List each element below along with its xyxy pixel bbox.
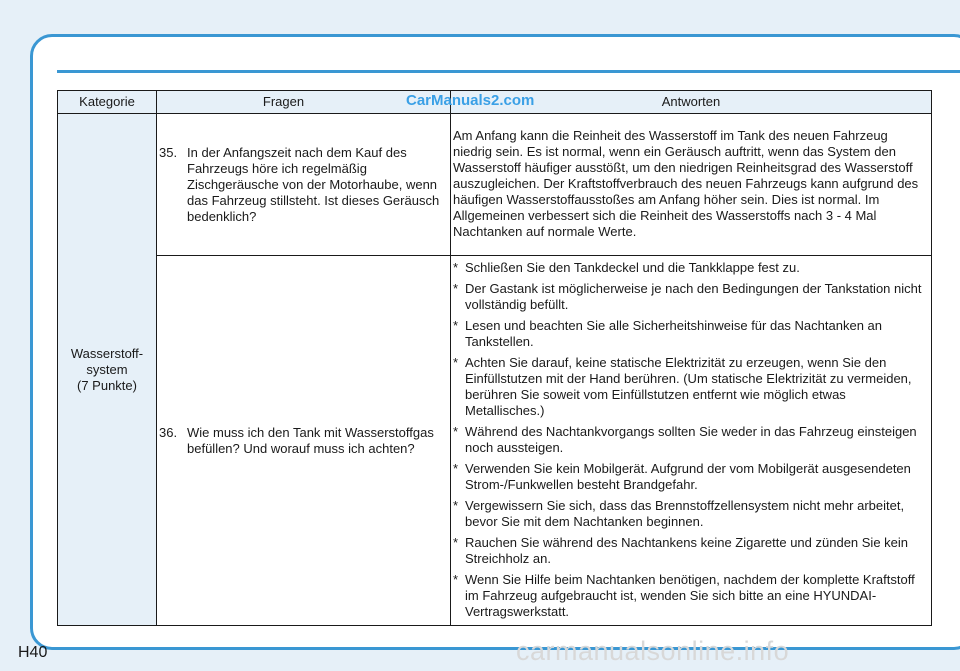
- answer-cell: [451, 256, 932, 626]
- watermark-link-top[interactable]: CarManuals2.com: [406, 92, 535, 109]
- question-number: 35.: [159, 144, 178, 160]
- bullet-mark: *: [453, 497, 459, 513]
- table-row: [58, 114, 932, 256]
- bullet-text: Vergewissern Sie sich, dass das Brennstoffzellensystem nicht mehr arbeitet, bevor Sie mit dem Nachtanken beginnen.: [465, 497, 905, 529]
- bullet-mark: *: [453, 423, 459, 439]
- bullet-item: [453, 572, 927, 620]
- header-answers: Antworten: [451, 91, 932, 114]
- category-line: system: [86, 361, 128, 377]
- bullet-item: [453, 281, 927, 313]
- bullet-text: Während des Nachtankvorgangs sollten Sie weder in das Fahrzeug einsteigen noch aussteigen.: [465, 423, 917, 455]
- bullet-mark: *: [453, 259, 459, 275]
- watermark-bottom: carmanualsonline.info: [516, 636, 790, 666]
- bullet-item: [453, 424, 927, 456]
- question-number: 36.: [159, 424, 178, 440]
- question-cell: [157, 114, 451, 256]
- answer-cell: [451, 114, 932, 256]
- bullet-text: Schließen Sie den Tankdeckel und die Tankklappe fest zu.: [465, 259, 800, 275]
- bullet-item: [453, 318, 927, 350]
- bullet-mark: *: [453, 354, 459, 370]
- page-number: H40: [18, 644, 48, 661]
- category-line: Wasserstoff-: [70, 345, 144, 361]
- bullet-text: Achten Sie darauf, keine statische Elektrizität zu erzeugen, wenn Sie den Einfüllstutzen mit der Hand berühren. (Um statische Elektrizität zu vermeiden, berühren Sie soweit vom Einfüllstutzen entfernt wie möglich etwas Metallisches.): [465, 354, 912, 418]
- bullet-text: Lesen und beachten Sie alle Sicherheitshinweise für das Nachtanken an Tankstellen.: [465, 317, 882, 349]
- header-questions: Fragen: [157, 91, 451, 114]
- category-cell: [58, 114, 157, 626]
- bullet-item: [453, 260, 927, 276]
- bullet-item: [453, 461, 927, 493]
- bullet-item: [453, 535, 927, 567]
- bullet-item: [453, 355, 927, 419]
- bullet-text: Wenn Sie Hilfe beim Nachtanken benötigen, nachdem der komplette Kraftstoff im Fahrzeug aufgebraucht ist, wenden Sie sich bitte an eine HYUNDAI-Vertragswerkstatt.: [465, 571, 915, 619]
- bullet-mark: *: [453, 280, 459, 296]
- bullet-item: [453, 498, 927, 530]
- bullet-text: Verwenden Sie kein Mobilgerät. Aufgrund der vom Mobilgerät ausgesendeten Strom-/Funkwellen besteht Brandgefahr.: [465, 460, 911, 492]
- faq-table: [57, 90, 932, 626]
- question-item: [159, 145, 446, 225]
- answer-text: Am Anfang kann die Reinheit des Wasserstoff im Tank des neuen Fahrzeug niedrig sein. Es ist normal, wenn ein Geräusch auftritt, wenn das System den Wasserstoff häufiger ausstößt, um den niedrigen Reinheitsgrad des Wasserstoff auszugleichen. Der Kraftstoffverbrauch des neuen Fahrzeugs kann aufgrund des häufigen Wasserstoffausstoßes am Anfang höher sein. Dies ist normal. Im Allgemeinen verbessert sich die Reinheit des Wasserstoffs nach 3 - 4 Mal Nachtanken auf normale Werte.: [453, 127, 919, 239]
- question-text: In der Anfangszeit nach dem Kauf des Fahrzeugs höre ich regelmäßig Zischgeräusche von der Motorhaube, wenn das Fahrzeug stillsteht. Ist dieses Geräusch bedenklich?: [187, 144, 440, 224]
- header-category: Kategorie: [58, 91, 157, 114]
- bullet-mark: *: [453, 460, 459, 476]
- question-text: Wie muss ich den Tank mit Wasserstoffgas befüllen? Und worauf muss ich achten?: [187, 424, 434, 456]
- category-line: (7 Punkte): [77, 377, 137, 393]
- header-rule: [57, 70, 960, 73]
- bullet-mark: *: [453, 571, 459, 587]
- question-cell: [157, 256, 451, 626]
- question-item: [159, 425, 446, 457]
- bullet-text: Der Gastank ist möglicherweise je nach den Bedingungen der Tankstation nicht vollständig befüllt.: [465, 280, 922, 312]
- bullet-text: Rauchen Sie während des Nachtankens keine Zigarette und zünden Sie kein Streichholz an.: [465, 534, 909, 566]
- table-row: [58, 256, 932, 626]
- bullet-mark: *: [453, 534, 459, 550]
- bullet-mark: *: [453, 317, 459, 333]
